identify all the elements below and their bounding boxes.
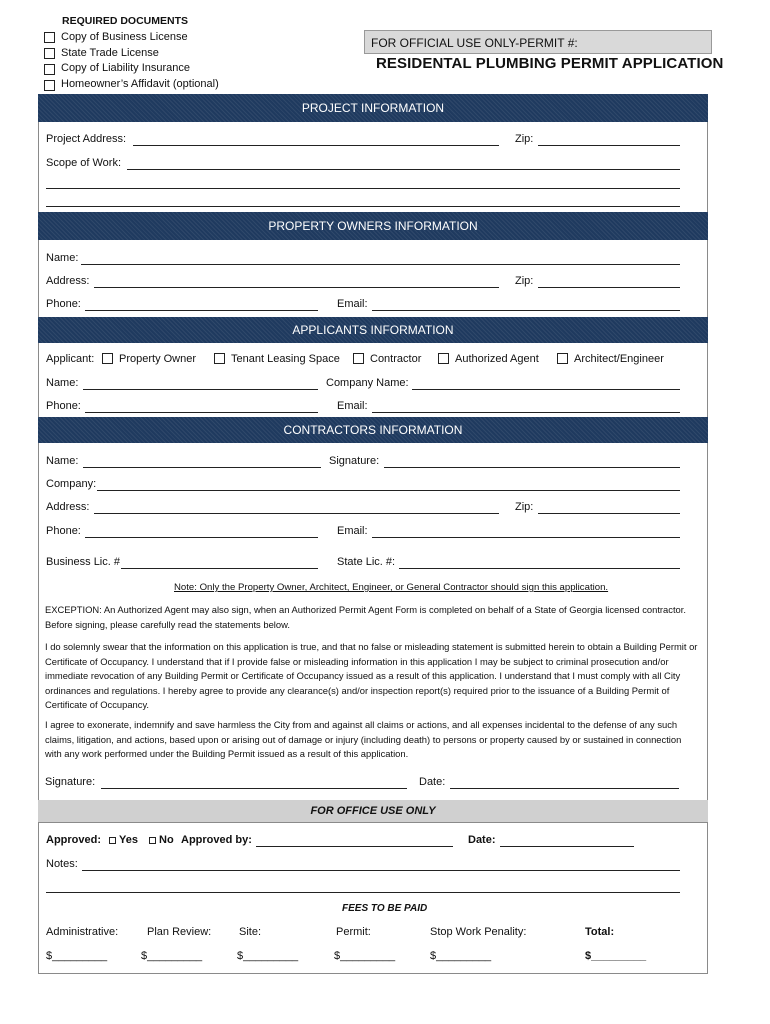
date-label: Date: — [419, 776, 446, 788]
fee-value[interactable]: $_________ — [141, 950, 203, 962]
owner-address-field[interactable] — [94, 287, 499, 288]
notes-field[interactable] — [82, 870, 680, 871]
affidavit-checkbox[interactable] — [44, 80, 55, 91]
contractor-zip-field[interactable] — [538, 513, 680, 514]
approved-label: Approved: — [46, 834, 101, 846]
fee-label: Stop Work Penality: — [430, 926, 527, 938]
contractor-zip-label: Zip: — [515, 501, 534, 513]
approved-by-label: Approved by: — [181, 834, 252, 846]
signature-field[interactable] — [101, 788, 407, 789]
doc-item: Copy of Business License — [61, 30, 188, 43]
tenant-checkbox[interactable] — [214, 353, 225, 364]
approved-by-field[interactable] — [256, 846, 453, 847]
company-name-field[interactable] — [412, 389, 680, 390]
business-license-checkbox[interactable] — [44, 32, 55, 43]
contractor-phone-field[interactable] — [85, 537, 318, 538]
applicant-label: Applicant: — [46, 353, 95, 365]
contractor-email-label: Email: — [337, 525, 368, 537]
contractors-info-header: CONTRACTORS INFORMATION — [38, 417, 708, 443]
business-lic-label: Business Lic. # — [46, 556, 120, 568]
applicant-phone-field[interactable] — [85, 412, 318, 413]
project-address-field[interactable] — [133, 145, 499, 146]
project-zip-field[interactable] — [538, 145, 680, 146]
notes-line[interactable] — [46, 892, 680, 893]
trade-license-checkbox[interactable] — [44, 48, 55, 59]
applicant-email-label: Email: — [337, 400, 368, 412]
option-label: Tenant Leasing Space — [231, 353, 340, 365]
signer-note: Note: Only the Property Owner, Architect, Engineer, or General Contractor should sign this application. — [174, 582, 609, 593]
option-label: Authorized Agent — [455, 353, 539, 365]
form-title: RESIDENTAL PLUMBING PERMIT APPLICATION — [376, 55, 724, 72]
owner-zip-field[interactable] — [538, 287, 680, 288]
applicant-name-field[interactable] — [83, 389, 318, 390]
approved-no[interactable] — [143, 834, 174, 846]
fee-value[interactable]: $_________ — [430, 950, 492, 962]
fee-value[interactable]: $_________ — [46, 950, 108, 962]
contractor-address-label: Address: — [46, 501, 90, 513]
contractor-address-field[interactable] — [94, 513, 499, 514]
fee-label: Plan Review: — [147, 926, 212, 938]
fee-value[interactable]: $_________ — [585, 950, 647, 962]
option-label: Contractor — [370, 353, 422, 365]
owner-phone-field[interactable] — [85, 310, 318, 311]
required-documents — [44, 14, 219, 93]
scope-line[interactable] — [46, 206, 680, 207]
contractor-company-field[interactable] — [97, 490, 680, 491]
owner-name-label: Name: — [46, 252, 79, 264]
owner-name-field[interactable] — [81, 264, 680, 265]
yes-checkbox-icon — [109, 837, 116, 844]
contractor-signature-field[interactable] — [384, 467, 680, 468]
official-use-label: FOR OFFICIAL USE ONLY-PERMIT #: — [371, 36, 578, 50]
project-address-label: Project Address: — [46, 133, 127, 145]
yes-label: Yes — [119, 834, 138, 846]
owners-info-header: PROPERTY OWNERS INFORMATION — [38, 212, 708, 240]
fee-value[interactable]: $_________ — [237, 950, 299, 962]
applicants-section — [38, 343, 708, 417]
contractor-name-field[interactable] — [83, 467, 321, 468]
oath-statement: I do solemnly swear that the information on this application is true, and that no false or misleading statement is submitted herein to obtain a Building Permit or Certificate of Occupancy. I understand that if I provide false or misleading information in this application I may be subject to criminal prosecution and/or immediate revocation of any Building Permit or Certificate of Occupancy issued as a result of this application. I understand that I must comply with all City ordinances and regulations. I hereby agree to provide any clearance(s) and/or inspection report(s) required prior to the issuance of a Building Permit of Certificate of Occupancy. — [45, 641, 698, 711]
state-lic-field[interactable] — [399, 568, 680, 569]
contractor-signature-label: Signature: — [329, 455, 380, 467]
indemnity-statement: I agree to exonerate, indemnify and save harmless the City from and against all claims or actions, and all expenses incidental to the defense of any such claims, litigation, and actions, based upon or arising out of damage or injury (including death) to persons or property caused by or sustained in connection with any work performed under the Building Permit issued as a result of this application. — [45, 719, 682, 760]
scope-label: Scope of Work: — [46, 157, 121, 169]
official-use-box[interactable] — [364, 30, 712, 54]
liability-insurance-checkbox[interactable] — [44, 64, 55, 75]
date-field[interactable] — [450, 788, 679, 789]
property-owner-checkbox[interactable] — [102, 353, 113, 364]
applicants-info-header: APPLICANTS INFORMATION — [38, 317, 708, 343]
office-use-header: FOR OFFICE USE ONLY — [38, 800, 708, 822]
owner-zip-label: Zip: — [515, 275, 534, 287]
required-documents-heading: REQUIRED DOCUMENTS — [62, 15, 189, 27]
contractor-phone-label: Phone: — [46, 525, 81, 537]
contractor-email-field[interactable] — [372, 537, 680, 538]
fee-label: Total: — [585, 926, 615, 938]
exception-statement: EXCEPTION: An Authorized Agent may also sign, when an Authorized Permit Agent Form is completed on behalf of a State of Georgia licensed contractor. Before signing, please carefully read the statements below. — [45, 604, 686, 630]
fees-header: FEES TO BE PAID — [342, 903, 428, 914]
architect-checkbox[interactable] — [557, 353, 568, 364]
owner-email-field[interactable] — [372, 310, 680, 311]
fee-label: Administrative: — [46, 926, 119, 938]
scope-line[interactable] — [46, 188, 680, 189]
office-section — [38, 822, 708, 974]
signature-label: Signature: — [45, 776, 96, 788]
contractor-company-label: Company: — [46, 478, 97, 490]
owners-section — [38, 240, 708, 317]
office-date-label: Date: — [468, 834, 496, 846]
project-section — [38, 122, 708, 212]
fee-label: Site: — [239, 926, 262, 938]
no-label: No — [159, 834, 174, 846]
doc-item: Copy of Liability Insurance — [61, 62, 191, 75]
office-date-field[interactable] — [500, 846, 634, 847]
notes-label: Notes: — [46, 858, 78, 870]
approved-yes[interactable] — [103, 834, 138, 846]
state-lic-label: State Lic. #: — [337, 556, 396, 568]
company-name-label: Company Name: — [326, 377, 409, 389]
owner-address-label: Address: — [46, 275, 90, 287]
authorized-agent-checkbox[interactable] — [438, 353, 449, 364]
applicant-name-label: Name: — [46, 377, 79, 389]
project-zip-label: Zip: — [515, 133, 534, 145]
contractor-name-label: Name: — [46, 455, 79, 467]
applicant-email-field[interactable] — [372, 412, 680, 413]
owner-phone-label: Phone: — [46, 298, 81, 310]
scope-field[interactable] — [127, 169, 680, 170]
option-label: Property Owner — [119, 353, 197, 365]
business-lic-field[interactable] — [121, 568, 318, 569]
doc-item: State Trade License — [61, 46, 159, 59]
project-info-header: PROJECT INFORMATION — [38, 94, 708, 122]
no-checkbox-icon — [149, 837, 156, 844]
fee-label: Permit: — [336, 926, 371, 938]
option-label: Architect/Engineer — [574, 353, 664, 365]
applicant-phone-label: Phone: — [46, 400, 81, 412]
doc-item: Homeowner’s Affidavit (optional) — [61, 78, 219, 91]
owner-email-label: Email: — [337, 298, 368, 310]
contractor-checkbox[interactable] — [353, 353, 364, 364]
fee-value[interactable]: $_________ — [334, 950, 396, 962]
